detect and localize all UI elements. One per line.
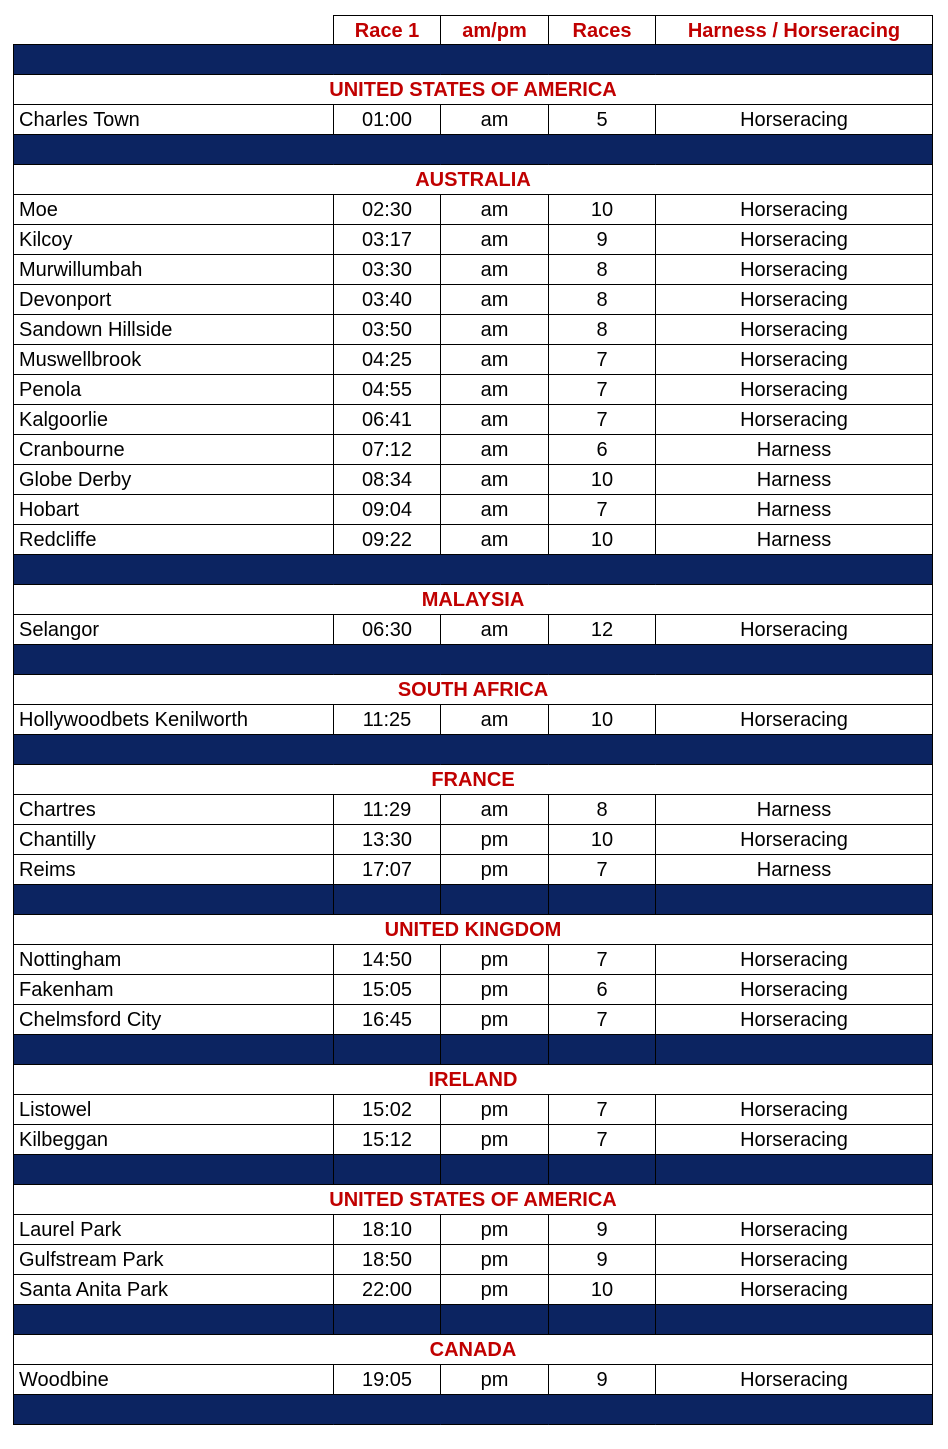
race1-time: 18:10 [334, 1215, 441, 1245]
track-name: Cranbourne [13, 435, 334, 465]
table-row [13, 285, 933, 315]
table-row [13, 435, 933, 465]
country-title: UNITED KINGDOM [13, 915, 933, 945]
header-row [13, 15, 933, 45]
race-type: Harness [656, 795, 933, 825]
separator-cell [334, 735, 441, 765]
ampm-cell: am [441, 255, 549, 285]
table-row [13, 975, 933, 1005]
ampm-cell: am [441, 525, 549, 555]
race-type: Harness [656, 435, 933, 465]
separator-band [13, 1155, 933, 1185]
ampm-cell: am [441, 705, 549, 735]
separator-cell [441, 735, 549, 765]
table-row [13, 375, 933, 405]
race1-time: 09:04 [334, 495, 441, 525]
separator-cell [549, 1155, 656, 1185]
race1-time: 06:30 [334, 615, 441, 645]
table-body [13, 45, 933, 1425]
race1-time: 11:25 [334, 705, 441, 735]
table-row [13, 1275, 933, 1305]
table-row [13, 855, 933, 885]
ampm-cell: am [441, 285, 549, 315]
race1-time: 18:50 [334, 1245, 441, 1275]
separator-band [13, 555, 933, 585]
table-row [13, 615, 933, 645]
separator-band [13, 645, 933, 675]
races-count: 7 [549, 495, 656, 525]
separator-cell [13, 885, 334, 915]
track-name: Chartres [13, 795, 334, 825]
race-type: Horseracing [656, 1365, 933, 1395]
country-title: IRELAND [13, 1065, 933, 1095]
separator-band [13, 1035, 933, 1065]
track-name: Laurel Park [13, 1215, 334, 1245]
ampm-cell: pm [441, 1095, 549, 1125]
races-count: 10 [549, 1275, 656, 1305]
races-count: 8 [549, 315, 656, 345]
separator-cell [549, 885, 656, 915]
table-row [13, 795, 933, 825]
track-name: Selangor [13, 615, 334, 645]
separator-cell [441, 1395, 549, 1425]
separator-cell [656, 645, 933, 675]
separator-cell [13, 1395, 334, 1425]
track-name: Devonport [13, 285, 334, 315]
separator-cell [13, 555, 334, 585]
race1-time: 06:41 [334, 405, 441, 435]
race-type: Horseracing [656, 345, 933, 375]
track-name: Kilcoy [13, 225, 334, 255]
separator-band [13, 1305, 933, 1335]
race-type: Harness [656, 525, 933, 555]
table-row [13, 195, 933, 225]
ampm-cell: am [441, 405, 549, 435]
ampm-cell: pm [441, 1125, 549, 1155]
track-name: Gulfstream Park [13, 1245, 334, 1275]
race-type: Horseracing [656, 975, 933, 1005]
track-name: Moe [13, 195, 334, 225]
races-count: 7 [549, 1095, 656, 1125]
separator-cell [549, 645, 656, 675]
track-name: Murwillumbah [13, 255, 334, 285]
races-count: 9 [549, 225, 656, 255]
races-count: 9 [549, 1245, 656, 1275]
track-name: Globe Derby [13, 465, 334, 495]
race1-time: 19:05 [334, 1365, 441, 1395]
separator-cell [549, 1305, 656, 1335]
races-count: 7 [549, 945, 656, 975]
country-title: MALAYSIA [13, 585, 933, 615]
race1-time: 15:02 [334, 1095, 441, 1125]
table-row [13, 315, 933, 345]
separator-cell [656, 1395, 933, 1425]
table-row [13, 1245, 933, 1275]
races-count: 7 [549, 1125, 656, 1155]
separator-cell [13, 1305, 334, 1335]
header-blank-cell [13, 15, 334, 45]
race1-time: 17:07 [334, 855, 441, 885]
table-row [13, 465, 933, 495]
races-count: 10 [549, 705, 656, 735]
separator-cell [334, 555, 441, 585]
ampm-cell: am [441, 345, 549, 375]
race-type: Horseracing [656, 105, 933, 135]
race1-time: 03:30 [334, 255, 441, 285]
race1-time: 03:40 [334, 285, 441, 315]
ampm-cell: pm [441, 1005, 549, 1035]
races-count: 10 [549, 195, 656, 225]
race-type: Horseracing [656, 945, 933, 975]
separator-band [13, 1395, 933, 1425]
track-name: Kalgoorlie [13, 405, 334, 435]
race1-time: 15:05 [334, 975, 441, 1005]
race-type: Horseracing [656, 1245, 933, 1275]
race1-time: 13:30 [334, 825, 441, 855]
race-type: Horseracing [656, 225, 933, 255]
separator-cell [656, 45, 933, 75]
race-type: Horseracing [656, 255, 933, 285]
track-name: Nottingham [13, 945, 334, 975]
races-count: 7 [549, 855, 656, 885]
race1-time: 02:30 [334, 195, 441, 225]
race1-time: 09:22 [334, 525, 441, 555]
table-row [13, 255, 933, 285]
separator-cell [549, 1035, 656, 1065]
track-name: Muswellbrook [13, 345, 334, 375]
race-type: Horseracing [656, 405, 933, 435]
separator-cell [13, 135, 334, 165]
separator-cell [334, 1395, 441, 1425]
races-count: 6 [549, 975, 656, 1005]
separator-cell [549, 735, 656, 765]
race1-time: 08:34 [334, 465, 441, 495]
separator-cell [13, 1155, 334, 1185]
track-name: Reims [13, 855, 334, 885]
separator-cell [549, 45, 656, 75]
race-type: Horseracing [656, 195, 933, 225]
table-row [13, 225, 933, 255]
races-count: 8 [549, 255, 656, 285]
header-type: Harness / Horseracing [656, 15, 933, 45]
race1-time: 14:50 [334, 945, 441, 975]
separator-cell [656, 1305, 933, 1335]
separator-cell [13, 645, 334, 675]
country-title: UNITED STATES OF AMERICA [13, 1185, 933, 1215]
table-row [13, 1005, 933, 1035]
separator-cell [549, 135, 656, 165]
separator-cell [334, 45, 441, 75]
race-type: Harness [656, 855, 933, 885]
races-count: 9 [549, 1365, 656, 1395]
track-name: Penola [13, 375, 334, 405]
separator-cell [656, 1035, 933, 1065]
race-type: Horseracing [656, 615, 933, 645]
races-count: 10 [549, 825, 656, 855]
race-type: Horseracing [656, 705, 933, 735]
separator-cell [656, 1155, 933, 1185]
separator-cell [441, 1305, 549, 1335]
races-count: 7 [549, 375, 656, 405]
table-row [13, 525, 933, 555]
race1-time: 16:45 [334, 1005, 441, 1035]
track-name: Hollywoodbets Kenilworth [13, 705, 334, 735]
track-name: Kilbeggan [13, 1125, 334, 1155]
separator-cell [656, 135, 933, 165]
ampm-cell: pm [441, 1275, 549, 1305]
separator-cell [13, 735, 334, 765]
header-ampm: am/pm [441, 15, 549, 45]
separator-cell [441, 45, 549, 75]
separator-band [13, 885, 933, 915]
track-name: Sandown Hillside [13, 315, 334, 345]
separator-cell [656, 735, 933, 765]
separator-cell [549, 1395, 656, 1425]
races-count: 12 [549, 615, 656, 645]
ampm-cell: am [441, 435, 549, 465]
header-races: Races [549, 15, 656, 45]
race-schedule-table [13, 15, 933, 1425]
races-count: 10 [549, 465, 656, 495]
separator-cell [656, 885, 933, 915]
race-type: Horseracing [656, 825, 933, 855]
separator-cell [656, 555, 933, 585]
race1-time: 11:29 [334, 795, 441, 825]
separator-cell [13, 1035, 334, 1065]
race1-time: 15:12 [334, 1125, 441, 1155]
race1-time: 04:55 [334, 375, 441, 405]
separator-cell [334, 1155, 441, 1185]
races-count: 7 [549, 1005, 656, 1035]
race-type: Harness [656, 465, 933, 495]
separator-band [13, 45, 933, 75]
track-name: Woodbine [13, 1365, 334, 1395]
country-title: FRANCE [13, 765, 933, 795]
race1-time: 04:25 [334, 345, 441, 375]
race-type: Horseracing [656, 315, 933, 345]
table-row [13, 495, 933, 525]
table-row [13, 825, 933, 855]
table-row [13, 1125, 933, 1155]
table-row [13, 345, 933, 375]
separator-cell [334, 1305, 441, 1335]
table-row [13, 1215, 933, 1245]
table-row [13, 105, 933, 135]
track-name: Chantilly [13, 825, 334, 855]
races-count: 10 [549, 525, 656, 555]
races-count: 9 [549, 1215, 656, 1245]
ampm-cell: am [441, 105, 549, 135]
ampm-cell: pm [441, 975, 549, 1005]
separator-cell [441, 885, 549, 915]
country-title: CANADA [13, 1335, 933, 1365]
races-count: 7 [549, 345, 656, 375]
ampm-cell: pm [441, 945, 549, 975]
separator-cell [13, 45, 334, 75]
separator-cell [334, 1035, 441, 1065]
race1-time: 07:12 [334, 435, 441, 465]
track-name: Listowel [13, 1095, 334, 1125]
race-type: Horseracing [656, 1095, 933, 1125]
ampm-cell: pm [441, 1245, 549, 1275]
ampm-cell: am [441, 795, 549, 825]
separator-band [13, 735, 933, 765]
separator-cell [334, 135, 441, 165]
ampm-cell: pm [441, 825, 549, 855]
race1-time: 01:00 [334, 105, 441, 135]
ampm-cell: am [441, 315, 549, 345]
separator-cell [334, 885, 441, 915]
table-row [13, 705, 933, 735]
separator-cell [441, 135, 549, 165]
country-title: UNITED STATES OF AMERICA [13, 75, 933, 105]
track-name: Charles Town [13, 105, 334, 135]
races-count: 6 [549, 435, 656, 465]
ampm-cell: pm [441, 1365, 549, 1395]
race-type: Horseracing [656, 1125, 933, 1155]
races-count: 8 [549, 285, 656, 315]
track-name: Chelmsford City [13, 1005, 334, 1035]
races-count: 7 [549, 405, 656, 435]
separator-cell [441, 1155, 549, 1185]
ampm-cell: am [441, 615, 549, 645]
race1-time: 22:00 [334, 1275, 441, 1305]
track-name: Redcliffe [13, 525, 334, 555]
header-race1: Race 1 [334, 15, 441, 45]
ampm-cell: am [441, 465, 549, 495]
table-row [13, 1365, 933, 1395]
races-count: 5 [549, 105, 656, 135]
table-row [13, 405, 933, 435]
table-row [13, 945, 933, 975]
ampm-cell: pm [441, 855, 549, 885]
race-type: Horseracing [656, 1215, 933, 1245]
race1-time: 03:17 [334, 225, 441, 255]
track-name: Fakenham [13, 975, 334, 1005]
country-title: SOUTH AFRICA [13, 675, 933, 705]
table-row [13, 1095, 933, 1125]
race-type: Horseracing [656, 285, 933, 315]
race-type: Horseracing [656, 1275, 933, 1305]
separator-cell [334, 645, 441, 675]
separator-cell [441, 645, 549, 675]
separator-cell [549, 555, 656, 585]
race-type: Horseracing [656, 375, 933, 405]
ampm-cell: am [441, 225, 549, 255]
races-count: 8 [549, 795, 656, 825]
separator-cell [441, 555, 549, 585]
separator-band [13, 135, 933, 165]
race-type: Harness [656, 495, 933, 525]
separator-cell [441, 1035, 549, 1065]
track-name: Hobart [13, 495, 334, 525]
ampm-cell: am [441, 495, 549, 525]
track-name: Santa Anita Park [13, 1275, 334, 1305]
race-type: Horseracing [656, 1005, 933, 1035]
ampm-cell: am [441, 375, 549, 405]
country-title: AUSTRALIA [13, 165, 933, 195]
ampm-cell: am [441, 195, 549, 225]
ampm-cell: pm [441, 1215, 549, 1245]
race1-time: 03:50 [334, 315, 441, 345]
